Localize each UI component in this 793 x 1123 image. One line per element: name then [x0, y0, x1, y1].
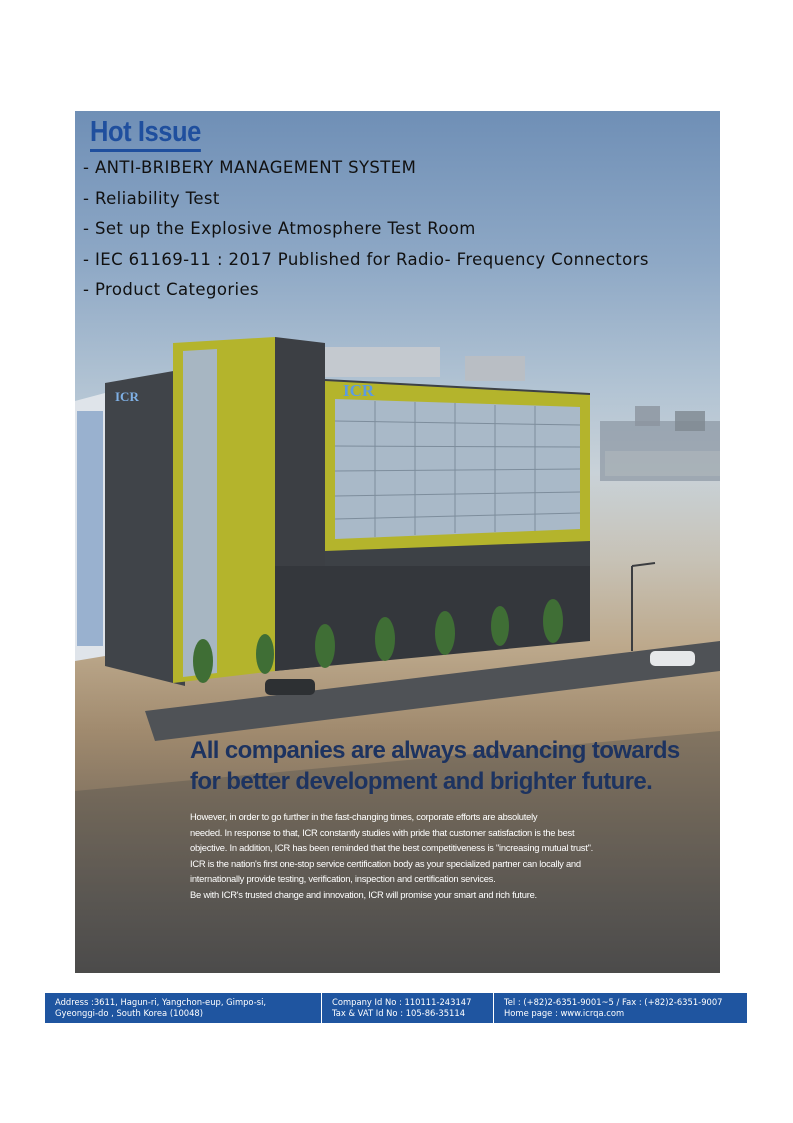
issue-item-explosive-atmosphere: - Set up the Explosive Atmosphere Test Room	[83, 219, 476, 238]
hot-issue-title: Hot Issue	[90, 115, 201, 152]
issue-item-reliability-test: - Reliability Test	[83, 188, 220, 208]
car-white	[650, 651, 695, 666]
company-id: Company Id No : 110111-243147	[332, 997, 472, 1007]
hot-issue-list	[83, 153, 649, 306]
roof-equipment	[325, 347, 440, 377]
homepage-link[interactable]: Home page : www.icrqa.com	[504, 1008, 625, 1018]
footer-company-ids	[322, 993, 494, 1023]
body-paragraph	[190, 809, 710, 902]
body-line: However, in order to go further in the fast-changing times, corporate efforts are absolutely	[190, 811, 538, 822]
issue-item-anti-bribery: - ANTI-BRIBERY MANAGEMENT SYSTEM	[83, 158, 417, 177]
hero-poster	[75, 111, 720, 973]
footer-contact	[494, 993, 747, 1023]
issue-item-iec-61169: - IEC 61169-11 : 2017 Published for Radio- Frequency Connectors	[83, 249, 649, 269]
body-line: objective. In addition, ICR has been reminded that the best competitiveness is "increasing mutual trust".	[190, 842, 594, 853]
tel-fax: Tel : (+82)2-6351-9001~5 / Fax : (+82)2-6351-9007	[504, 997, 723, 1007]
body-line: Be with ICR's trusted change and innovation, ICR will promise your smart and rich future.	[190, 888, 537, 900]
body-line: internationally provide testing, verification, inspection and certification services.	[190, 873, 496, 884]
building-sign: ICR	[343, 381, 375, 400]
headline	[190, 735, 680, 797]
address-line-1: Address :3611, Hagun-ri, Yangchon-eup, Gimpo-si,	[55, 997, 267, 1007]
headline-line-1: All companies are always advancing towards	[190, 737, 680, 764]
body-line: needed. In response to that, ICR constantly studies with pride that customer satisfaction is the best	[190, 826, 575, 838]
contact-footer	[45, 993, 747, 1023]
tax-vat-id: Tax & VAT Id No : 105-86-35114	[332, 1008, 466, 1018]
side-sign: ICR	[115, 389, 139, 404]
body-line: ICR is the nation's first one-stop service certification body as your specialized partner can locally and	[190, 857, 581, 869]
issue-item-product-categories: - Product Categories	[83, 280, 260, 299]
footer-address	[45, 993, 322, 1023]
address-line-2: Gyeonggi-do , South Korea (10048)	[55, 1008, 204, 1018]
car-dark	[265, 679, 315, 695]
headline-line-2: for better development and brighter future.	[190, 768, 653, 795]
